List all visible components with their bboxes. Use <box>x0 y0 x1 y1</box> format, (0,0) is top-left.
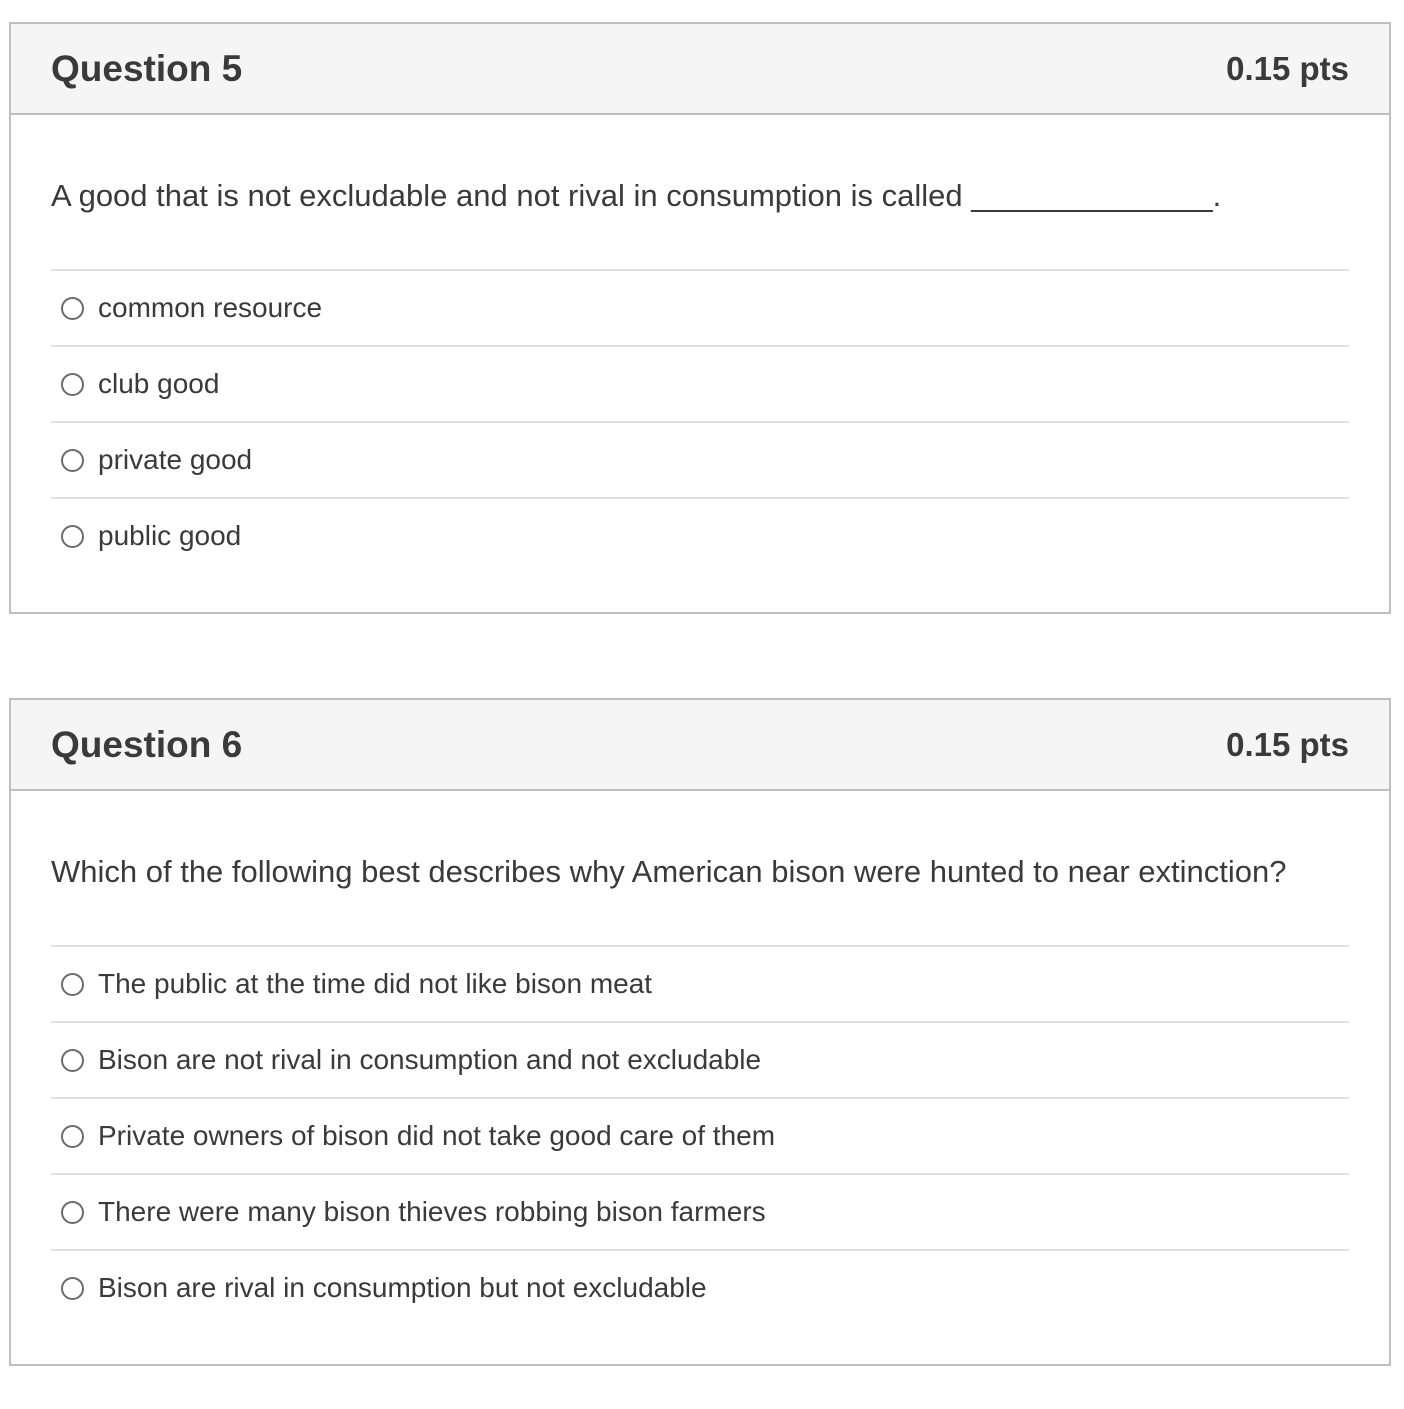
answer-option[interactable] <box>51 1023 1349 1099</box>
answer-option[interactable] <box>51 1099 1349 1175</box>
question-body <box>11 115 1389 573</box>
question-header <box>11 24 1389 115</box>
answer-option[interactable] <box>51 499 1349 573</box>
answer-option[interactable] <box>51 1175 1349 1251</box>
answer-label[interactable]: Bison are not rival in consumption and not excludable <box>98 1044 762 1075</box>
answer-option[interactable] <box>51 271 1349 347</box>
radio-button-icon[interactable] <box>61 297 84 320</box>
radio-button-icon[interactable] <box>61 1277 84 1300</box>
answer-option[interactable] <box>51 1251 1349 1325</box>
question-5-card <box>9 22 1391 614</box>
answer-label[interactable]: Bison are rival in consumption but not excludable <box>98 1272 707 1303</box>
radio-button-icon[interactable] <box>61 373 84 396</box>
question-title: Question 6 <box>51 723 243 765</box>
answer-option[interactable] <box>51 423 1349 499</box>
radio-button-icon[interactable] <box>61 973 84 996</box>
answer-label[interactable]: common resource <box>98 292 323 323</box>
answer-label[interactable]: The public at the time did not like bison meat <box>98 968 653 999</box>
answer-option[interactable] <box>51 347 1349 423</box>
answer-label[interactable]: private good <box>98 444 253 475</box>
question-title: Question 5 <box>51 47 243 89</box>
answer-label[interactable]: club good <box>98 368 220 399</box>
question-header <box>11 700 1389 791</box>
radio-button-icon[interactable] <box>61 1201 84 1224</box>
answer-label[interactable]: public good <box>98 520 242 551</box>
question-points: 0.15 pts <box>1226 725 1349 763</box>
answer-option[interactable] <box>51 947 1349 1023</box>
question-text: Which of the following best describes why American bison were hunted to near extinction? <box>51 854 1287 889</box>
answer-label[interactable]: Private owners of bison did not take good care of them <box>98 1120 776 1151</box>
question-points: 0.15 pts <box>1226 49 1349 87</box>
question-text: A good that is not excludable and not rival in consumption is called ______________. <box>51 178 1222 213</box>
radio-button-icon[interactable] <box>61 1125 84 1148</box>
question-body <box>11 791 1389 1325</box>
question-6-card <box>9 698 1391 1366</box>
radio-button-icon[interactable] <box>61 449 84 472</box>
radio-button-icon[interactable] <box>61 1049 84 1072</box>
answer-list <box>51 945 1349 1325</box>
answer-list <box>51 269 1349 573</box>
answer-label[interactable]: There were many bison thieves robbing bison farmers <box>98 1196 766 1227</box>
radio-button-icon[interactable] <box>61 525 84 548</box>
